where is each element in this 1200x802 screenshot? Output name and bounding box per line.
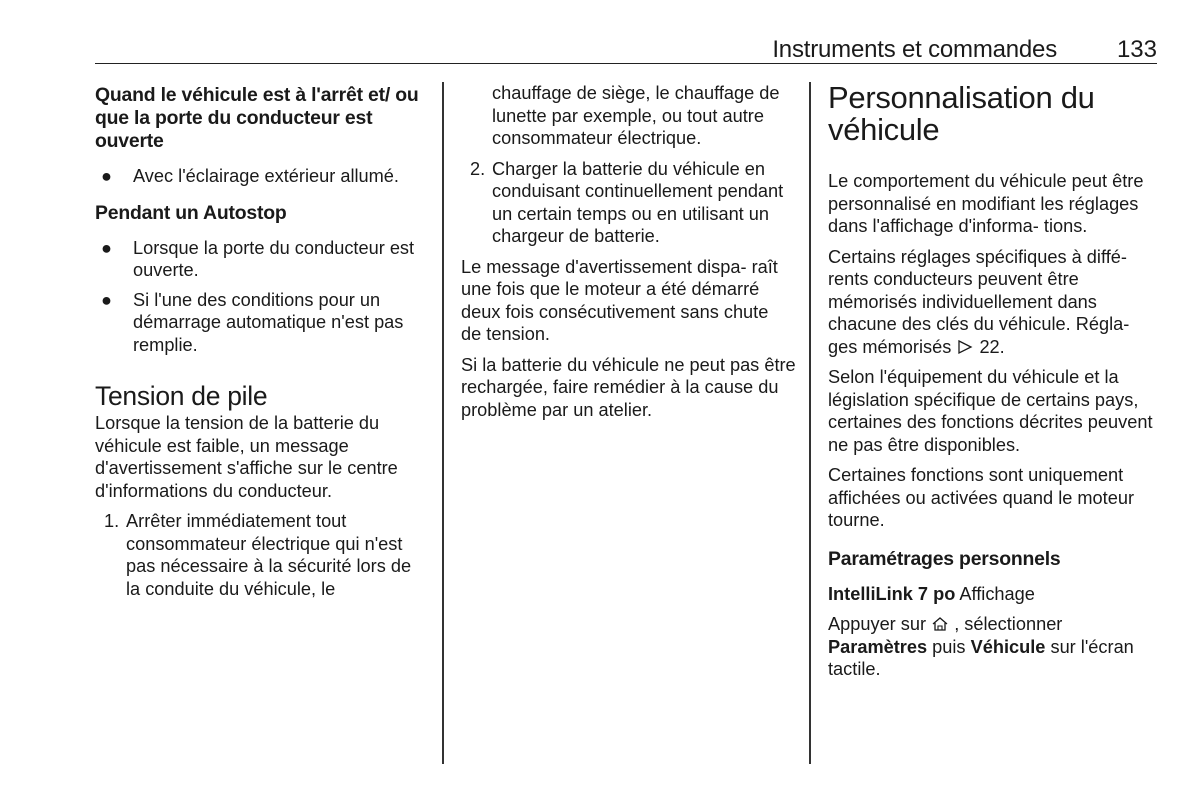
bullet-icon: ●: [101, 237, 112, 258]
list-item-text: Si l'une des conditions pour un démarrage automatique n'est pas remplie.: [133, 289, 404, 355]
menu-label-vehicule: Véhicule: [970, 636, 1046, 657]
list-item-text: Lorsque la porte du conducteur est ouverte.: [133, 237, 415, 280]
menu-label-parametres: Paramètres: [828, 636, 928, 657]
page-reference-icon: [956, 337, 979, 357]
paragraph: Certaines fonctions sont uniquement affichées ou activées quand le moteur tourne.: [828, 465, 1135, 530]
paragraph: Si la batterie du véhicule ne peut pas être rechargée, faire remédier à la cause du problème par un atelier.: [461, 354, 796, 420]
product-name: IntelliLink 7 po: [828, 583, 956, 604]
heading-tension-de-pile: Tension de pile: [95, 381, 268, 411]
list-item-text: Avec l'éclairage extérieur allumé.: [133, 166, 399, 186]
paragraph-text: Affichage: [959, 583, 1035, 604]
subheading-parametrages: Paramétrages personnels: [828, 547, 1061, 570]
bullet-icon: ●: [101, 166, 112, 186]
column-right: [828, 82, 1160, 681]
paragraph-text: sur l'écran tactile.: [828, 636, 1134, 679]
section-title: Instruments et commandes: [772, 36, 1057, 63]
paragraph-text: Appuyer sur: [828, 614, 927, 634]
paragraph-text: Certains réglages spécifiques à diffé- rents conducteurs peuvent être mémorisés individuellement dans chacune des clés du véhicule. Régla- ges mémorisés: [828, 246, 1130, 357]
step-text: Arrêter immédiatement tout consommateur électrique qui n'est pas nécessaire à la sécurité lors de la conduite du véhicule, le: [126, 511, 412, 599]
column-left: [95, 82, 427, 600]
column-divider: [809, 82, 811, 764]
paragraph: Le message d'avertissement dispa- raît une fois que le moteur a été démarré deux fois consécutivement sans chute de tension.: [461, 256, 778, 344]
paragraph-text: , sélectionner: [954, 614, 1063, 634]
numbered-step: [461, 158, 796, 248]
step-number: 2.: [470, 158, 486, 179]
column-middle: [461, 82, 796, 421]
page-header: [95, 30, 1157, 64]
numbered-step: [95, 510, 427, 600]
paragraph: Selon l'équipement du véhicule et la législation spécifique de certains pays, certaines des fonctions décrites peuvent ne pas être disponibles.: [828, 367, 1153, 455]
subheading-autostop: Pendant un Autostop: [95, 201, 287, 224]
home-icon: [931, 614, 954, 634]
list-item: [95, 289, 427, 357]
paragraph: Lorsque la tension de la batterie du véhicule est faible, un message d'avertissement s'affiche sur le centre d'informations du conducteur.: [95, 413, 398, 501]
page-reference[interactable]: 22.: [979, 336, 1005, 357]
column-divider: [442, 82, 444, 764]
step-continuation: chauffage de siège, le chauffage de lunette par exemple, ou tout autre consommateur électrique.: [492, 83, 780, 148]
list-item: [95, 237, 427, 282]
subheading-stationary: Quand le véhicule est à l'arrêt et/ ou que la porte du conducteur est ouverte: [95, 84, 419, 152]
step-number: 1.: [104, 511, 120, 531]
paragraph-text: puis: [932, 636, 966, 657]
page-number: 133: [1116, 36, 1157, 63]
heading-personnalisation: Personnalisation du véhicule: [828, 80, 1095, 147]
paragraph: [828, 583, 1160, 606]
paragraph: [828, 246, 1160, 359]
paragraph: Le comportement du véhicule peut être personnalisé en modifiant les réglages dans l'affichage d'informa- tions.: [828, 171, 1144, 236]
step-text: Charger la batterie du véhicule en conduisant continuellement pendant un certain temps ou en utilisant un chargeur de batterie.: [492, 158, 784, 246]
bullet-icon: ●: [101, 289, 112, 310]
list-item: [95, 165, 427, 188]
paragraph: [828, 613, 1160, 681]
